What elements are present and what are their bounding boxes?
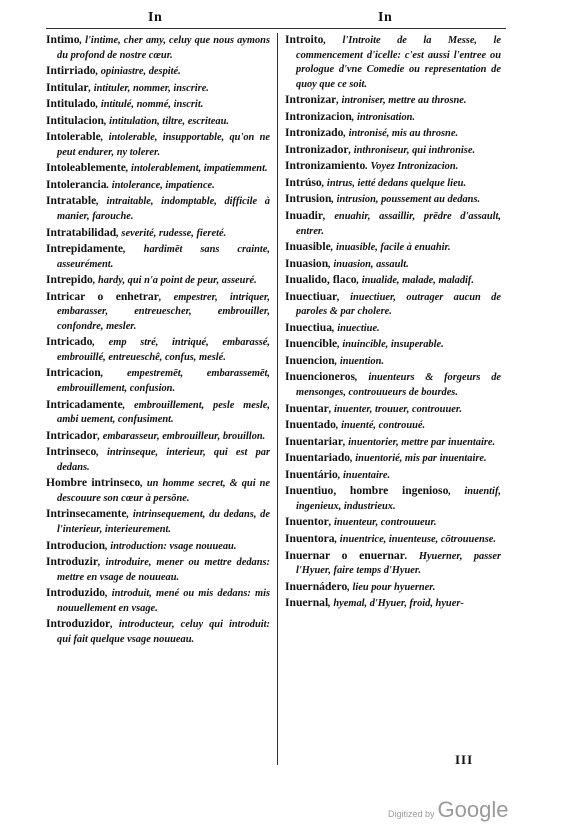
dictionary-entry [46, 290, 270, 334]
dictionary-entry [285, 192, 501, 207]
headword: Intricadamente [46, 397, 123, 411]
column-divider [277, 33, 278, 765]
headword: Inuentariado [285, 451, 351, 465]
dictionary-entry [285, 321, 501, 336]
headword: Inuasible [285, 240, 331, 254]
headword: Inuentário [285, 467, 338, 481]
definition: , intolerablement, impatiemment. [125, 163, 268, 175]
dictionary-entry [46, 161, 270, 176]
dictionary-entry [46, 366, 270, 395]
dictionary-entry [46, 97, 270, 112]
definition: , severité, rudesse, fiereté. [116, 227, 227, 239]
dictionary-entry [285, 273, 501, 288]
definition: , l'intime, cher amy, celuy que nous aymons du profond de nostre cœur. [57, 35, 270, 61]
definition: , intrusion, poussement au dedans. [331, 194, 481, 206]
dictionary-entry [285, 468, 501, 483]
definition: , emp stré, intriqué, embarassé, embrouillé, entreueschê, confus, meslé. [57, 337, 270, 363]
headword: Inuentariar [285, 434, 343, 448]
running-head-left: In [148, 10, 163, 25]
definition: , un homme secret, & qui ne descouure son cœur à persōne. [57, 478, 270, 504]
headword: Intrinseco [46, 445, 97, 459]
dictionary-entry [285, 159, 501, 174]
running-head-right: In [378, 10, 393, 25]
headword: Introduzidor [46, 617, 111, 631]
dictionary-entry [46, 242, 270, 271]
dictionary-entry [46, 445, 270, 474]
definition: , introniser, mettre au throsne. [336, 95, 467, 107]
dictionary-entry [46, 33, 270, 62]
dictionary-entry [46, 617, 270, 646]
headword: Intricar o enhetrar [46, 289, 159, 303]
dictionary-entry [46, 335, 270, 364]
dictionary-entry [46, 178, 270, 193]
headword: Inuentor [285, 515, 329, 529]
definition: , introduction: vsage nouueau. [105, 540, 237, 552]
definition: , inuentaire. [337, 469, 391, 481]
dictionary-entry [285, 176, 501, 191]
dictionary-entry [285, 370, 501, 399]
definition: , intronisation. [351, 111, 416, 123]
dictionary-entry [46, 398, 270, 427]
headword: Intrusion [285, 192, 332, 206]
dictionary-entry [285, 257, 501, 272]
definition: , inuenteur, controuueur. [328, 517, 437, 529]
left-column [46, 33, 270, 648]
watermark-brand: Google [437, 797, 509, 822]
dictionary-entry [46, 226, 270, 241]
dictionary-entry [285, 110, 501, 125]
dictionary-entry [285, 418, 501, 433]
definition: , intrus, ietté dedans quelque lieu. [321, 177, 467, 189]
headword: Intronizado [285, 126, 344, 140]
headword: Intirriado [46, 64, 96, 78]
definition: , inualide, malade, maladif. [356, 275, 474, 287]
headword: Intronizamiento [285, 159, 366, 173]
definition: , inuentorié, mis par inuentaire. [350, 453, 487, 465]
dictionary-entry [46, 555, 270, 584]
headword: Inuencioneros [285, 370, 356, 384]
dictionary-entry [46, 64, 270, 79]
dictionary-entry [285, 580, 501, 595]
dictionary-entry [285, 451, 501, 466]
headword: Introducion [46, 538, 106, 552]
headword: Intratabilidad [46, 225, 117, 239]
dictionary-entry [46, 194, 270, 223]
headword: Intoleablemente [46, 161, 126, 175]
definition: , opiniastre, despité. [95, 66, 181, 78]
dictionary-entry [285, 33, 501, 91]
headword: Intitulacion [46, 113, 104, 127]
dictionary-entry [46, 130, 270, 159]
definition: , inuentif, ingenieux, industrieux. [296, 486, 501, 512]
headword: Intratable [46, 194, 97, 208]
definition: . Hyuerner, passer l'Hyuer, faire temps d'Hyuer. [296, 550, 501, 577]
dictionary-entry [46, 539, 270, 554]
dictionary-entry [46, 114, 270, 129]
definition: , intitulé, nommé, inscrit. [95, 99, 204, 111]
definition: , inuectiue. [332, 322, 380, 334]
digitization-watermark [388, 797, 508, 823]
headword: Intrinsecamente [46, 507, 127, 521]
headword: Inuentar [285, 401, 329, 415]
definition: , intituler, nommer, inscrire. [88, 82, 209, 94]
headword: Inuentora [285, 531, 335, 545]
definition: , inuincible, insuperable. [337, 339, 444, 351]
headword: Inuectiua [285, 320, 333, 334]
dictionary-entry [285, 532, 501, 547]
definition: , lieu pour hyuerner. [347, 581, 436, 593]
dictionary-entry [46, 476, 270, 505]
dictionary-entry [285, 93, 501, 108]
definition: , inuasible, facile à enuahir. [330, 242, 451, 254]
definition: , introduire, mener ou mettre dedans: mettre en vsage de nouueau. [57, 557, 270, 583]
headword: Hombre intrinseco [46, 476, 141, 490]
definition: , embarasseur, embrouilleur, brouillon. [97, 430, 266, 442]
definition: . intolerance, impatience. [106, 179, 215, 191]
dictionary-entry [285, 240, 501, 255]
headword: Introito [285, 33, 324, 46]
dictionary-entry [285, 402, 501, 417]
definition: , intitulation, tiltre, escriteau. [103, 115, 229, 127]
definition: , embrouillement, pesle mesle, ambi uement, confusiment. [57, 399, 270, 426]
definition: , inuention. [334, 355, 385, 367]
header-rule [46, 28, 506, 29]
definition: , inuentorier, mettre par inuentaire. [342, 436, 496, 448]
definition: , inuasion, assault. [328, 258, 409, 270]
headword: Intronizar [285, 93, 337, 107]
page-number: III [455, 752, 474, 767]
dictionary-entry [285, 515, 501, 530]
dictionary-entry [285, 337, 501, 352]
dictionary-entry [285, 354, 501, 369]
definition: , inthroniseur, qui inthronise. [348, 144, 476, 156]
headword: Intrepido [46, 273, 93, 287]
headword: Intronizacion [285, 109, 352, 123]
dictionary-entry [46, 273, 270, 288]
dictionary-entry [46, 429, 270, 444]
headword: Intolerancia [46, 177, 107, 191]
headword: Intronizador [285, 142, 349, 156]
headword: Intolerable [46, 130, 101, 144]
watermark-prefix: Digitized by [388, 809, 435, 819]
definition: , inuenté, controuué. [335, 420, 426, 432]
definition: , enuahir, assaillir, prēdre d'assault, entrer. [296, 211, 501, 237]
headword: Intitular [46, 80, 89, 94]
definition: , intolerable, insupportable, qu'on ne peut endurer, ny tolerer. [57, 132, 270, 158]
headword: Inuentiuo, hombre ingenioso [285, 484, 449, 498]
dictionary-entry [285, 209, 501, 238]
headword: Intimo [46, 33, 80, 46]
headword: Introduzido [46, 586, 106, 600]
definition: , empestremēt, embarassemēt, embrouillement, confusion. [57, 368, 270, 395]
definition: , intrinseque, interieur, qui est par dedans. [57, 447, 270, 473]
headword: Inualido, flaco [285, 273, 357, 287]
right-column [285, 33, 501, 613]
headword: Intricador [46, 428, 98, 442]
definition: , inuenteurs & forgeurs de mensonges, controuueurs de bourdes. [296, 372, 501, 399]
dictionary-entry [46, 81, 270, 96]
headword: Intrúso [285, 175, 322, 189]
definition: , inuectiuer, outrager aucun de paroles & par cholere. [296, 291, 501, 318]
headword: Inuencible [285, 337, 338, 351]
headword: Intricado [46, 335, 93, 349]
dictionary-entry [285, 126, 501, 141]
dictionary-entry [285, 143, 501, 158]
headword: Inuentado [285, 418, 336, 432]
definition: , introducteur, celuy qui introduit: qui fait quelque vsage nouueau. [57, 619, 270, 645]
dictionary-entry [285, 596, 501, 611]
definition: , empestrer, intriquer, embarasser, entreuescher, embrouiller, confondre, mesler. [57, 291, 270, 332]
definition: , hyemal, d'Hyuer, froid, hyuer- [328, 598, 464, 610]
definition: , l'Introite de la Messe, le commencement d'icelle: c'est aussi l'entree ou prologue d'vne Comedie ou representation de quoy que ce soit. [296, 35, 501, 90]
definition: , hardy, qui n'a point de peur, asseuré. [92, 275, 257, 287]
headword: Intitulado [46, 97, 96, 111]
headword: Inuernádero [285, 579, 348, 593]
headword: Intrepidamente [46, 242, 124, 256]
definition: , introduit, mené ou mis dedans: mis nouuellement en vsage. [57, 588, 270, 614]
dictionary-entry [46, 507, 270, 536]
definition: , inuenter, trouuer, controuuer. [328, 403, 462, 415]
headword: Inuernal [285, 596, 329, 610]
headword: Inuernar o enuernar [285, 548, 405, 562]
definition: , hardimēt sans crainte, asseurément. [57, 244, 270, 270]
definition: , intraitable, indomptable, difficile à manier, farouche. [57, 196, 270, 223]
headword: Inuadir [285, 209, 324, 223]
definition: , intrinsequement, du dedans, de l'interieur, interieurement. [57, 509, 270, 535]
dictionary-entry [285, 549, 501, 578]
definition: , intronisé, mis au throsne. [343, 128, 459, 140]
headword: Intricacion [46, 366, 101, 380]
dictionary-entry [285, 484, 501, 513]
headword: Introduzir [46, 555, 98, 569]
definition: . Voyez Intronizacion. [365, 161, 459, 173]
dictionary-entry [285, 435, 501, 450]
headword: Inuectiuar [285, 289, 338, 303]
definition: , inuentrice, inuenteuse, cōtrouuense. [334, 533, 496, 545]
dictionary-entry [46, 586, 270, 615]
headword: Inuencion [285, 353, 335, 367]
headword: Inuasion [285, 256, 329, 270]
dictionary-entry [285, 290, 501, 319]
